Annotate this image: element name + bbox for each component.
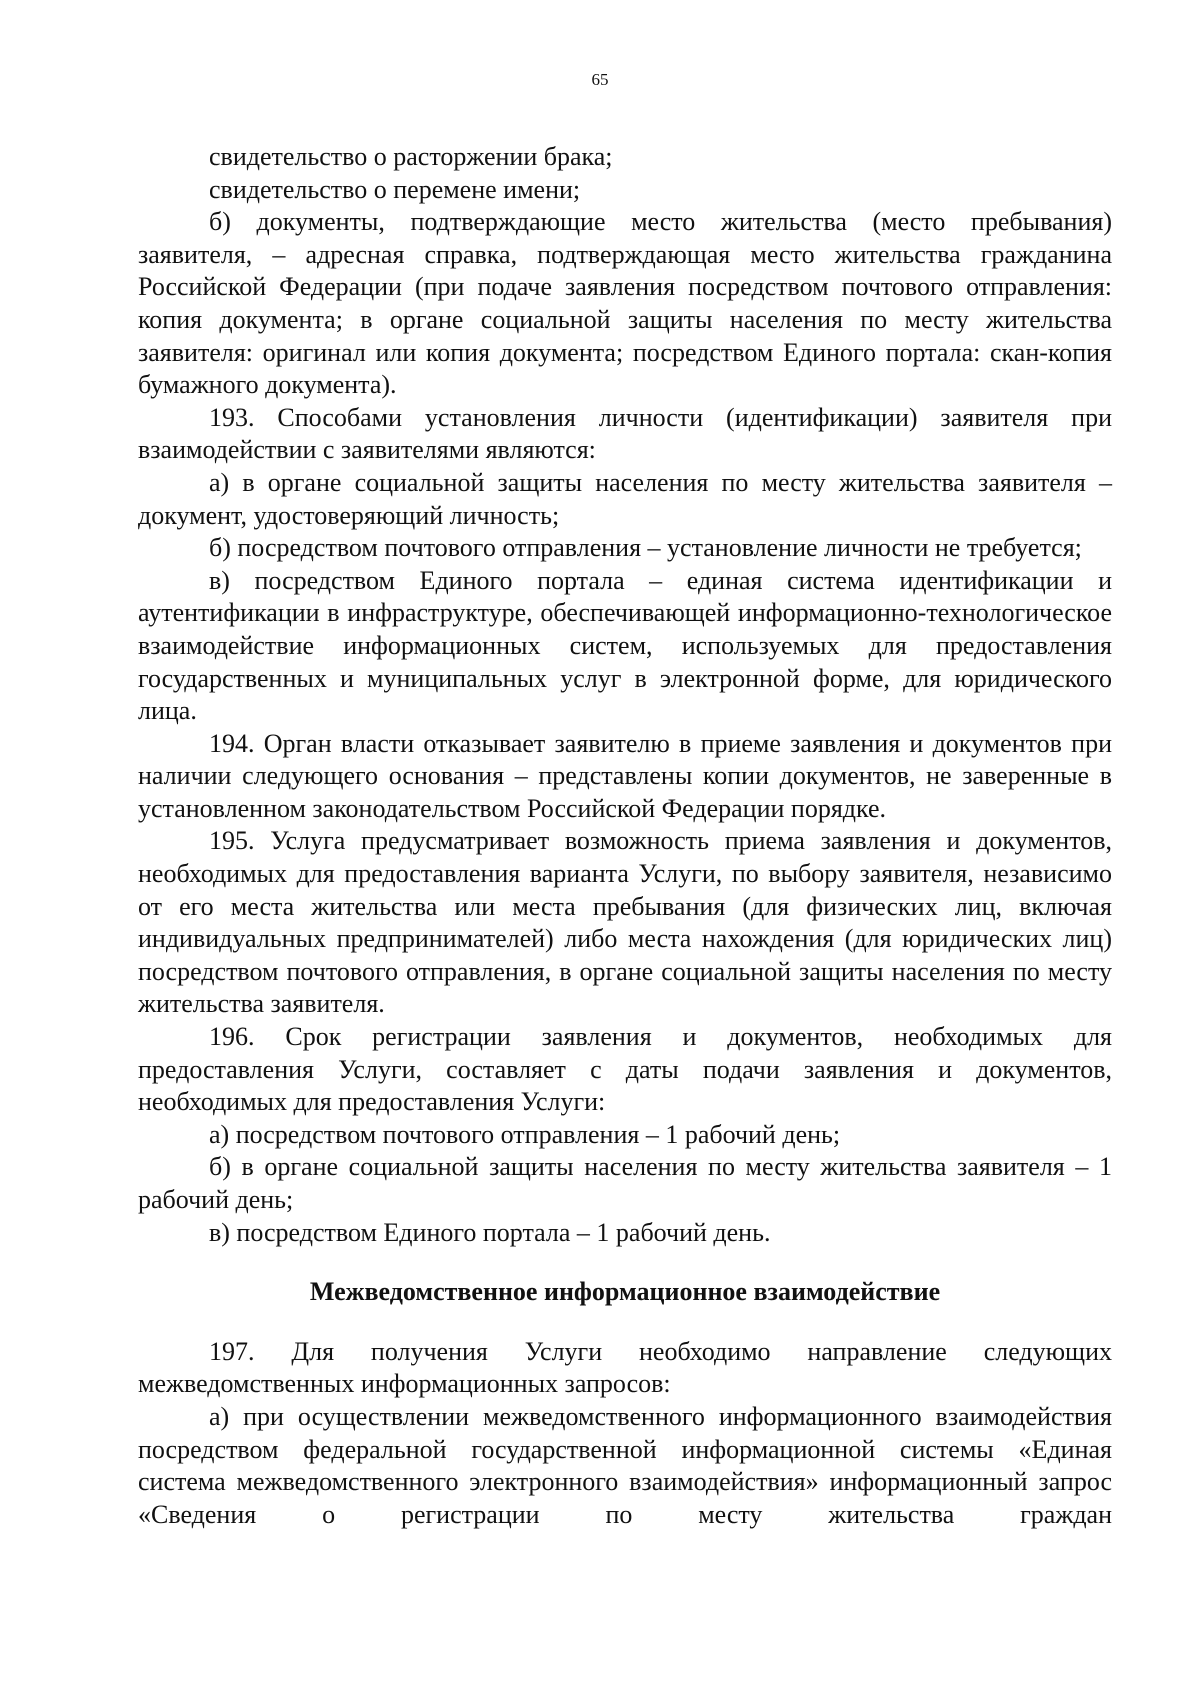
paragraph: 197. Для получения Услуги необходимо направление следующих межведомственных информационных запросов:: [138, 1336, 1112, 1399]
paragraph: 194. Орган власти отказывает заявителю в приеме заявления и документов при наличии следующего основания – представлены копии документов, не заверенные в установленном законодательством Российской Федерации порядке.: [138, 728, 1112, 823]
paragraph: а) при осуществлении межведомственного информационного взаимодействия посредством федеральной государственной информационной системы «Единая система межведомственного электронного взаимодействия» информационный запрос «Сведения о регистрации по месту жительства граждан: [138, 1401, 1112, 1529]
paragraph: в) посредством Единого портала – 1 рабочий день.: [209, 1217, 771, 1247]
paragraph: а) в органе социальной защиты населения по месту жительства заявителя – документ, удостоверяющий личность;: [138, 467, 1112, 530]
paragraph: свидетельство о расторжении брака;: [209, 142, 613, 171]
paragraph: б) посредством почтового отправления – установление личности не требуется;: [209, 533, 1082, 563]
paragraph: б) документы, подтверждающие место жительства (место пребывания) заявителя, – адресная справка, подтверждающая место жительства гражданина Российской Федерации (при подаче заявления посредством почтового отправления: копия документа; в органе социальной защиты населения по месту жительства заявителя: оригинал или копия документа; посредством Единого портала: скан-копия бумажного документа).: [138, 207, 1112, 400]
paragraph: б) в органе социальной защиты населения по месту жительства заявителя – 1 рабочий день;: [138, 1152, 1112, 1214]
section-heading: Межведомственное информационное взаимодействие: [309, 1277, 941, 1307]
page-number: 65: [591, 70, 609, 89]
paragraph: свидетельство о перемене имени;: [209, 174, 581, 204]
paragraph: 195. Услуга предусматривает возможность приема заявления и документов, необходимых для предоставления варианта Услуги, по выбору заявителя, независимо от его места жительства или места пребывания (для физических лиц, включая индивидуальных предпринимателей) либо места нахождения (для юридических лиц) посредством почтового отправления, в органе социальной защиты населения по месту жительства заявителя.: [138, 826, 1112, 1019]
paragraph: 193. Способами установления личности (идентификации) заявителя при взаимодействии с заявителями являются:: [138, 402, 1112, 465]
document-body: [138, 141, 1112, 1531]
paragraph: а) посредством почтового отправления – 1 рабочий день;: [209, 1119, 841, 1149]
paragraph: в) посредством Единого портала – единая система идентификации и аутентификации в инфраструктуре, обеспечивающей информационно-технологическое взаимодействие информационных систем, используемых для предоставления государственных и муниципальных услуг в электронной форме, для юридического лица.: [138, 565, 1112, 726]
paragraph: 196. Срок регистрации заявления и документов, необходимых для предоставления Услуги, составляет с даты подачи заявления и документов, необходимых для предоставления Услуги:: [138, 1022, 1112, 1117]
